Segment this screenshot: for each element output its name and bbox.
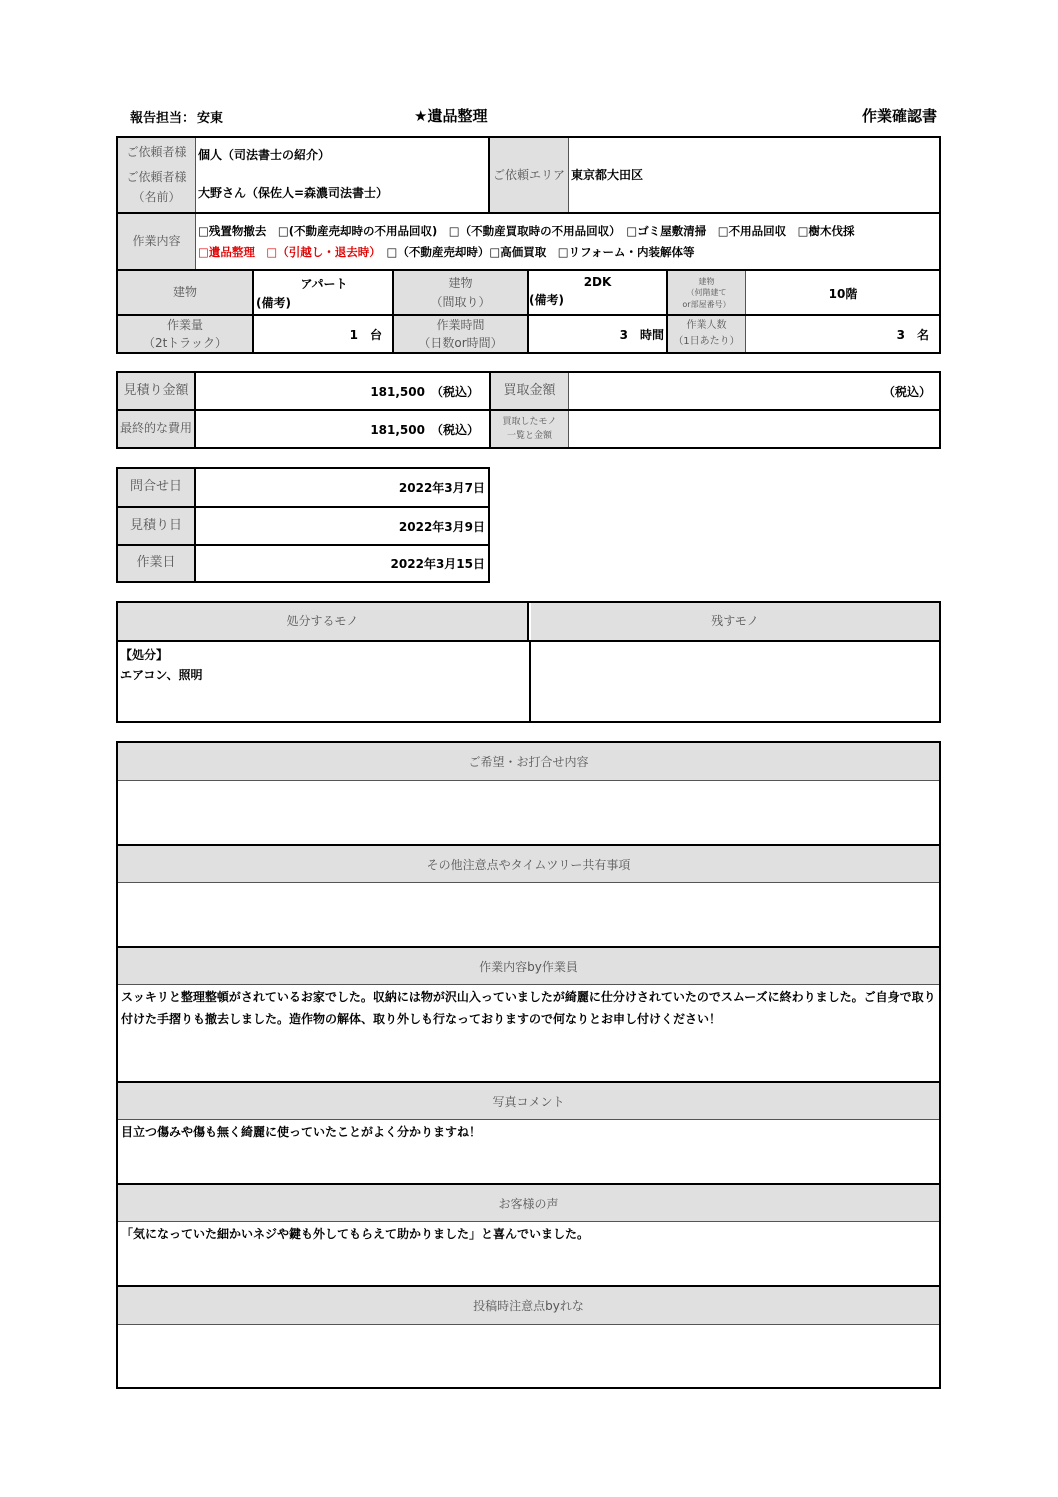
floor-label-line3: or部屋番号） xyxy=(682,299,731,309)
final-cost-label: 最終的な費用 xyxy=(118,411,196,447)
section-header-other-notes: その他注意点やタイムツリー共有事項 xyxy=(118,846,939,883)
section-header-customer-voice: お客様の声 xyxy=(118,1185,939,1222)
purchase-value: （税込） xyxy=(570,373,939,409)
document-category-title: ★遺品整理 xyxy=(414,107,488,125)
client-type-label: ご依頼者様 xyxy=(126,145,187,160)
divider xyxy=(529,640,531,721)
section-body-other-notes xyxy=(118,883,939,946)
estimate-value: 181,500 （税込） xyxy=(198,373,489,409)
floor-label xyxy=(666,271,746,315)
purchase-label: 買取金額 xyxy=(489,373,569,409)
estimate-date-value: 2022年3月9日 xyxy=(198,508,488,544)
section-header-work-report: 作業内容by作業員 xyxy=(118,948,939,985)
inquiry-date-value: 2022年3月7日 xyxy=(198,469,488,506)
area-label: ご依頼エリア xyxy=(490,138,569,213)
estimate-date-label: 見積り日 xyxy=(118,508,196,544)
layout-cell xyxy=(529,271,666,315)
dates-table xyxy=(116,467,490,583)
section-header-posting-notes: 投稿時注意点byれな xyxy=(118,1287,939,1325)
selected-option-estate-cleanup: □遺品整理 □（引越し・退去時） xyxy=(198,245,375,259)
work-amount-label xyxy=(118,316,254,352)
work-time-label xyxy=(392,316,529,352)
layout-value: 2DK xyxy=(583,275,612,289)
pricing-table xyxy=(116,371,941,449)
client-name-label-sub: （名前） xyxy=(132,189,181,204)
client-type-value: 個人（司法書士の紹介） xyxy=(198,148,331,162)
area-value: 東京都大田区 xyxy=(571,168,644,182)
notes-sections xyxy=(116,741,941,1389)
workers-value: 3 名 xyxy=(747,316,939,352)
work-time-label-line2: （日数or時間） xyxy=(418,336,503,350)
dispose-items xyxy=(120,645,202,685)
building-label: 建物 xyxy=(118,271,254,315)
dispose-header: 処分するモノ xyxy=(118,603,529,640)
work-content-label: 作業内容 xyxy=(118,214,196,270)
section-body-photo-comment: 目立つ傷みや傷も無く綺麗に使っていたことがよく分かりますね！ xyxy=(118,1120,939,1183)
layout-note: (備考) xyxy=(529,293,564,307)
purchased-items-label-line2: 一覧と金額 xyxy=(506,431,552,441)
final-cost-value: 181,500 （税込） xyxy=(198,411,489,447)
layout-label-line2: （間取り） xyxy=(430,295,491,309)
building-type-cell xyxy=(256,271,392,315)
work-content-options-line1: □残置物撤去 □(不動産売却時の不用品回収) □（不動産買取時の不用品回収） □ゴミ屋敷清掃 □不用品回収 □樹木伐採 xyxy=(198,224,855,238)
workers-label-line2: （1日あたり） xyxy=(673,336,740,347)
purchased-items-label-line1: 買取したモノ xyxy=(502,416,557,427)
divider xyxy=(118,212,939,214)
workers-label-line1: 作業人数 xyxy=(686,320,727,331)
items-table xyxy=(116,601,941,723)
section-header-photo-comment: 写真コメント xyxy=(118,1083,939,1120)
workers-label xyxy=(666,316,746,352)
estimate-label: 見積り金額 xyxy=(118,373,196,409)
work-time-value: 3 時間 xyxy=(529,316,666,352)
client-labels xyxy=(118,138,196,213)
work-amount-label-line2: （2tトラック） xyxy=(142,336,228,350)
keep-header: 残すモノ xyxy=(531,603,939,640)
document-type-title: 作業確認書 xyxy=(862,107,938,125)
other-options: □（不動産売却時）□高価買取 □リフォーム・内装解体等 xyxy=(374,245,695,259)
section-body-requests xyxy=(118,781,939,844)
floor-label-line2: （何階建て xyxy=(686,288,727,298)
work-date-label: 作業日 xyxy=(118,546,196,581)
reporter-label: 報告担当： xyxy=(130,111,196,126)
work-amount-label-line1: 作業量 xyxy=(166,318,203,332)
work-content-options-line2 xyxy=(198,244,695,260)
work-amount-value: 1 台 xyxy=(256,316,392,352)
client-name-value: 大野さん（保佐人=森濃司法書士） xyxy=(198,186,389,200)
purchased-items-value xyxy=(570,411,939,447)
layout-label-line1: 建物 xyxy=(448,275,473,290)
client-name-label: ご依頼者様 xyxy=(126,170,187,185)
section-body-posting-notes xyxy=(118,1325,939,1387)
dispose-items-heading: 【処分】 xyxy=(120,648,169,662)
section-body-customer-voice: 「気になっていた細かいネジや鍵も外してもらえて助かりました」と喜んでいました。 xyxy=(118,1222,939,1285)
reporter-name: 安東 xyxy=(197,111,224,126)
purchased-items-label xyxy=(489,411,569,447)
section-header-requests: ご希望・お打合せ内容 xyxy=(118,743,939,781)
building-type-value: アパート xyxy=(300,277,348,291)
work-time-label-line1: 作業時間 xyxy=(436,318,485,332)
floor-label-line1: 建物 xyxy=(698,277,715,287)
work-date-value: 2022年3月15日 xyxy=(198,546,488,581)
dispose-items-list: エアコン、照明 xyxy=(120,668,203,682)
layout-label xyxy=(392,271,529,315)
section-body-work-report: スッキリと整理整頓がされているお家でした。収納には物が沢山入っていましたが綺麗に仕分けされていたのでスムーズに終わりました。ご自身で取り付けた手摺りも撤去しました。造作物の解体、取り外しも行なっておりますので何なりとお申し付けください！ xyxy=(118,985,939,1081)
floor-value: 10階 xyxy=(747,271,939,315)
inquiry-date-label: 問合せ日 xyxy=(118,469,196,506)
building-type-note: (備考) xyxy=(256,296,291,310)
client-info-table xyxy=(116,136,941,354)
